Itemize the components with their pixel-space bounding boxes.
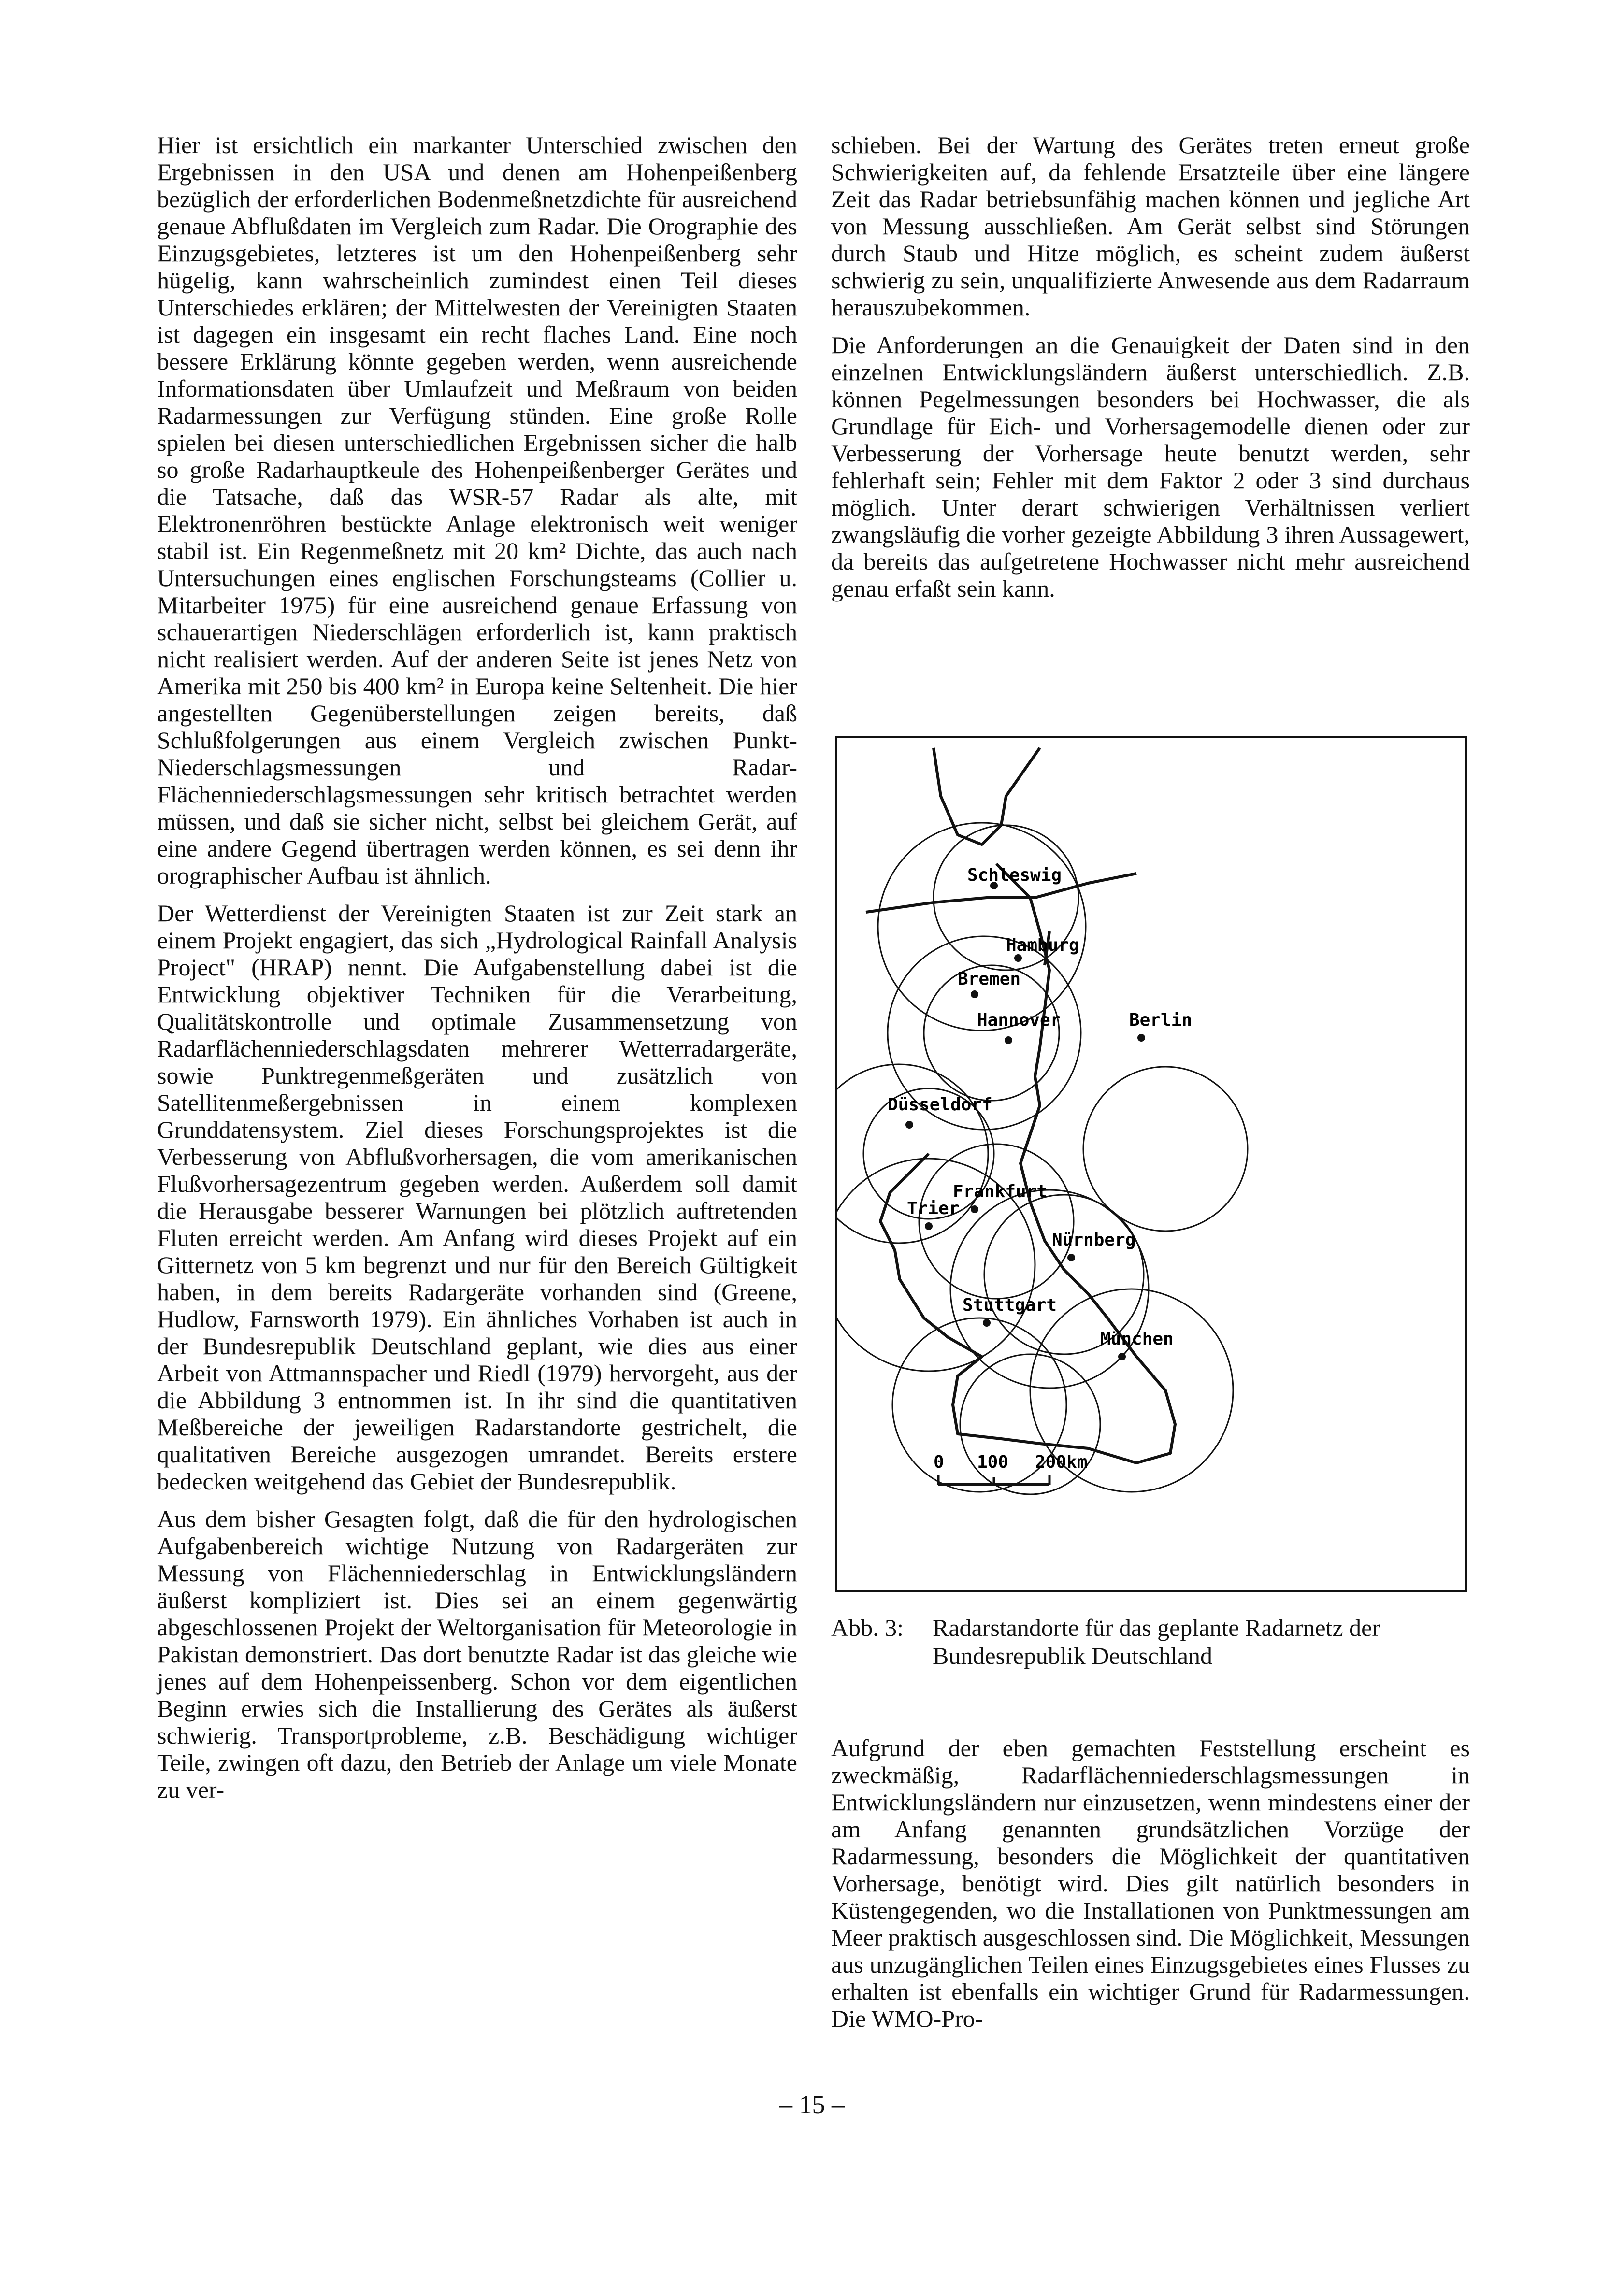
city-label-nuernberg: Nürnberg [1052,1230,1136,1250]
scale-label-100: 100 [977,1452,1009,1472]
city-label-berlin: Berlin [1129,1010,1193,1030]
city-dot-bremen [971,990,978,998]
paragraph: Die Anforderungen an die Genauigkeit der Daten sind in den einzelnen Entwicklungsländern äußerst unterschiedlich. Z.B. können Pegelmessungen besonders bei Hochwasser, die als Grundlage für Eich- und Vorhersagemodelle dienen oder zur Verbesserung der Vorhersage heute benutzt werden, sehr fehlerhaft sein; Fehler mit dem Faktor 2 oder 3 sind durchaus möglich. Unter derart schwierigen Verhältnissen verliert zwangsläufig die vorher gezeigte Abbildung 3 ihren Aussagewert, da bereits das aufgetretene Hochwasser nicht mehr ausreichend genau erfaßt sein kann. [831,331,1470,602]
city-label-duesseldorf: Düsseldorf [888,1095,992,1115]
coverage-circle-schleswig [878,823,1086,1031]
paragraph: Aus dem bisher Gesagten folgt, daß die für den hydrologischen Aufgabenbereich wichtige Nutzung von Radargeräten zur Messung von Flächenniederschlag in Entwicklungsländern äußerst kompliziert ist. Dies sei an einem gegenwärtig abgeschlossenen Projekt der Weltorganisation für Meteorologie in Pakistan demonstriert. Das dort benutzte Radar ist das gleiche wie jenes auf dem Hohenpeissenberg. Schon vor dem eigentlichen Beginn erwies sich die Installierung des Gerätes als äußerst schwierig. Transportprobleme, z.B. Beschädigung wichtiger Teile, zwingen oft dazu, den Betrieb der Anlage um viele Monate zu ver- [157,1505,797,1803]
city-label-frankfurt: Frankfurt [953,1182,1048,1202]
city-dot-duesseldorf [905,1121,913,1129]
city-label-trier: Trier [907,1199,960,1218]
caption-text: Radarstandorte für das geplante Radarnetz der Bundesrepublik Deutschland [933,1614,1380,1669]
paragraph: schieben. Bei der Wartung des Gerätes treten erneut große Schwierigkeiten auf, da fehlende Ersatzteile über eine längere Zeit das Radar betriebsunfähig machen können und jegliche Art von Messung ausschließen. Am Gerät selbst sind Störungen durch Staub und Hitze möglich, es scheint zudem äußerst schwierig zu sein, unqualifizierte Anwesende aus dem Radarraum herauszubekommen. [831,131,1470,321]
city-dot-trier [925,1222,933,1230]
city-dot-muenchen [1118,1353,1126,1360]
left-column [157,131,797,1814]
city-dot-berlin [1137,1034,1145,1042]
scale-label-200km: 200km [1035,1452,1088,1472]
inner-circle-muenchen [960,1354,1100,1494]
paragraph: Hier ist ersichtlich ein markanter Unterschied zwischen den Ergebnissen in den USA und denen am Hohenpeißenberg bezüglich der erforderlichen Bodenmeßnetzdichte für ausreichend genaue Abflußdaten im Vergleich zum Radar. Die Orographie des Einzugsgebietes, letzteres ist um den Hohenpeißenberg sehr hügelig, kann wahrscheinlich zumindest einen Teil dieses Unterschiedes erklären; der Mittelwesten der Vereinigten Staaten ist dagegen ein insgesamt ein recht flaches Land. Eine noch bessere Erklärung könnte gegeben werden, wenn ausreichende Informationsdaten über Umlaufzeit und Meßraum von beiden Radarmessungen zur Verfügung stünden. Eine große Rolle spielen bei diesen unterschiedlichen Ergebnissen sicher die halb so große Radarhauptkeule des Hohenpeißenberger Gerätes und die Tatsache, daß das WSR-57 Radar als alte, mit Elektronenröhren bestückte Anlage elektronisch weit weniger stabil ist. Ein Regenmeßnetz mit 20 km² Dichte, das auch nach Untersuchungen eines englischen Forschungsteams (Collier u. Mitarbeiter 1975) für eine ausreichend genaue Erfassung von schauerartigen Niederschlägen erforderlich ist, kann praktisch nicht realisiert werden. Auf der anderen Seite ist jenes Netz von Amerika mit 250 bis 400 km² in Europa keine Seltenheit. Die hier angestellten Gegenüberstellungen zeigen bereits, daß Schlußfolgerungen aus einem Vergleich zwischen Punkt-Niederschlagsmessungen und Radar-Flächenniederschlagsmessungen sehr kritisch betrachtet werden müssen, und daß sie sicher nicht, selbst bei gleichem Gerät, auf eine andere Gegend übertragen werden können, es sei denn ihr orographischer Aufbau ist ähnlich. [157,131,797,889]
paragraph: Aufgrund der eben gemachten Feststellung erscheint es zweckmäßig, Radarflächenniederschlagsmessungen in Entwicklungsländern nur einzusetzen, wenn mindestens einer der am Anfang genannten grundsätzlichen Vorzüge der Radarmessung, besonders die Möglichkeit der quantitativen Vorhersage, benötigt wird. Dies gilt natürlich besonders in Küstengegenden, wo die Installationen von Punktmessungen am Meer praktisch ausgeschlossen sind. Die Möglichkeit, Messungen aus unzugänglichen Teilen eines Einzugsgebietes eines Flusses zu erhalten ist ebenfalls ein wichtiger Grund für Radarmessungen. Die WMO-Pro- [831,1734,1470,2032]
city-label-schleswig: Schleswig [967,865,1062,885]
city-label-stuttgart: Stuttgart [963,1295,1057,1315]
city-label-muenchen: München [1100,1329,1174,1349]
figure-caption [831,1614,1470,1670]
caption-label: Abb. 3: [831,1614,904,1641]
radar-map-svg [837,738,1465,1590]
city-label-hannover: Hannover [977,1010,1061,1030]
city-dot-nuernberg [1067,1254,1075,1261]
scale-label-zero: 0 [934,1452,944,1472]
page-number: – 15 – [779,2090,845,2119]
coverage-circle-berlin [1083,1067,1248,1231]
city-dot-hamburg [1014,954,1022,962]
city-dot-hannover [1005,1036,1012,1044]
city-label-hamburg: Hamburg [1006,935,1079,955]
city-dot-stuttgart [983,1319,991,1327]
right-column-top [831,131,1470,613]
paragraph: Der Wetterdienst der Vereinigten Staaten ist zur Zeit stark an einem Projekt engagiert, das sich „Hydrological Rainfall Analysis Project" (HRAP) nennt. Die Aufgabenstellung dabei ist die Entwicklung objektiver Techniken für die Verarbeitung, Qualitätskontrolle und optimale Zusammensetzung von Radarflächenniederschlagsdaten mehrerer Wetterradargeräte, sowie Punktregenmeßgeräten und zusätzlich von Satellitenmeßergebnissen in einem komplexen Grunddatensystem. Ziel dieses Forschungsprojektes ist die Verbesserung von Abflußvorhersagen, die vom amerikanischen Flußvorhersagezentrum gegeben werden. Außerdem soll damit die Herausgabe besserer Warnungen bei plötzlich auftretenden Fluten erreicht werden. Am Anfang wird dieses Projekt auf ein Gitternetz von 5 km begrenzt und nur für den Bereich Gültigkeit haben, in dem bereits Radargeräte vorhanden sind (Greene, Hudlow, Farnsworth 1979). Ein ähnliches Vorhaben ist auch in der Bundesrepublik Deutschland geplant, wie dies aus einer Arbeit von Attmannspacher und Riedl (1979) hervorgeht, aus der die Abbildung 3 entnommen ist. In ihr sind die quantitativen Meßbereiche der jeweiligen Radarstandorte gestrichelt, die qualitativen Bereiche ausgezogen umrandet. Bereits erstere bedecken weitgehend das Gebiet der Bundesrepublik. [157,900,797,1495]
right-column-bottom [831,1734,1470,2043]
figure-radar-map [835,736,1467,1592]
city-dot-frankfurt [971,1205,978,1213]
inner-circle-frankfurt [919,1144,1074,1299]
city-label-bremen: Bremen [958,969,1021,989]
